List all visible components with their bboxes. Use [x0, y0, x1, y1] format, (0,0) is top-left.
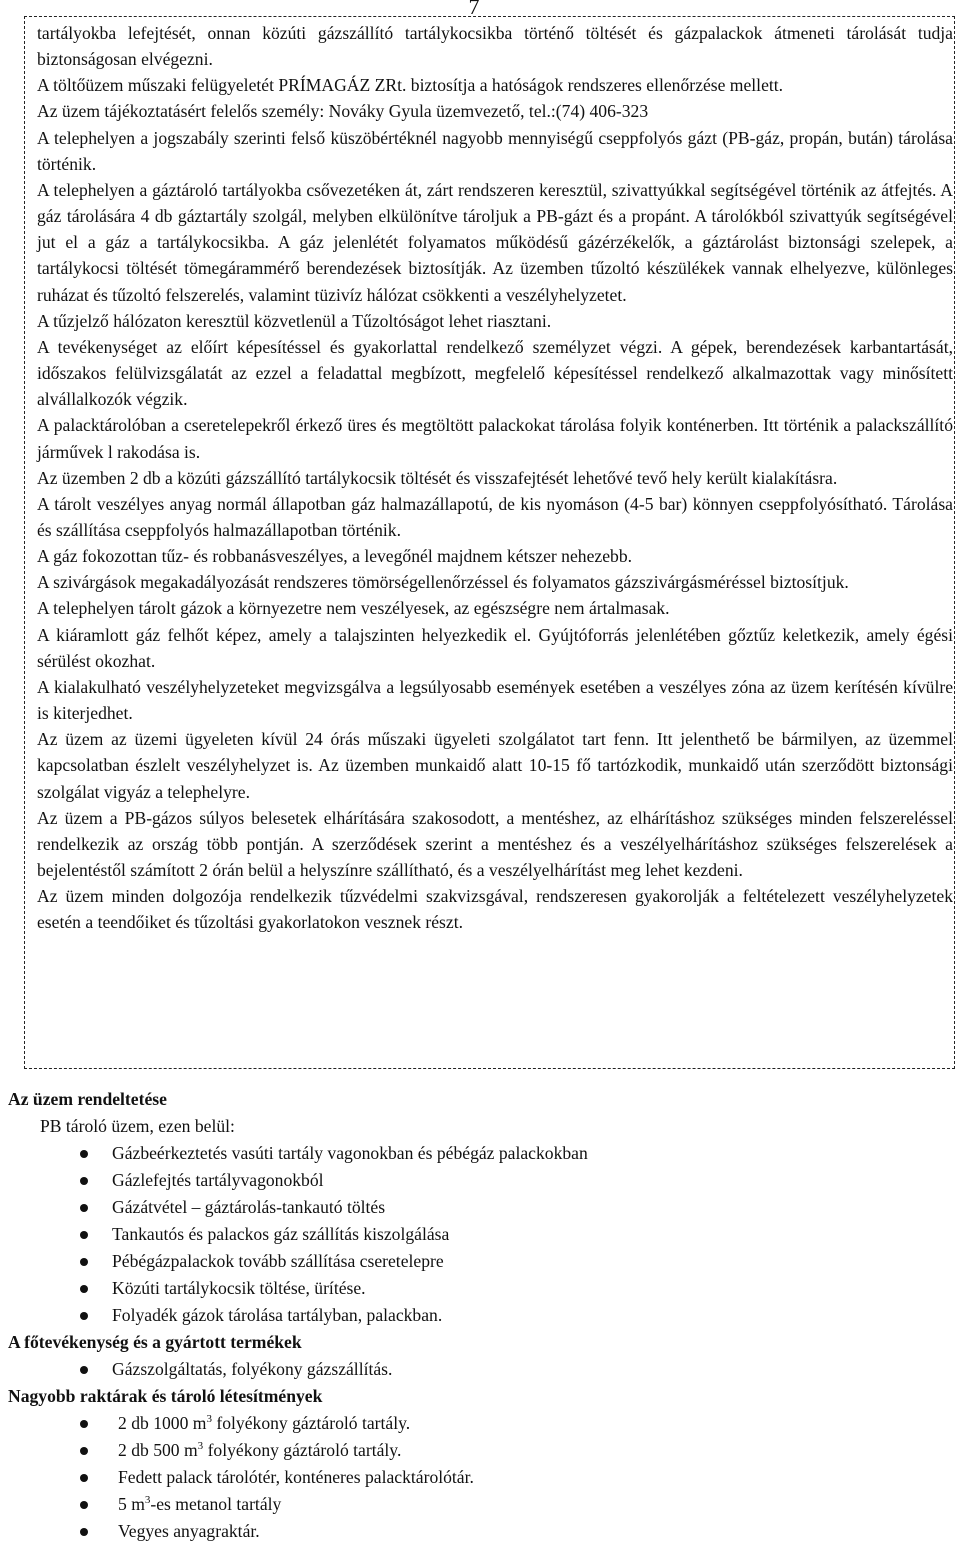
bullet-icon	[80, 1231, 88, 1239]
box-paragraph: tartályokba lefejtését, onnan közúti gázszállító tartálykocsikba történő töltését és gázpalackok átmeneti tárolását tudja biztonságosan elvégezni.	[37, 23, 953, 70]
list-item: Gázlefejtés tartályvagonokból	[0, 1167, 960, 1194]
list-item: 2 db 1000 $m^3$ folyékony gáztároló tartály.	[0, 1410, 960, 1437]
list-item: Fedett palack tárolótér, konténeres palacktárolótár.	[0, 1464, 960, 1491]
bullet-icon	[80, 1312, 88, 1320]
box-paragraph: Az üzemben 2 db a közúti gázszállító tartálykocsik töltését és visszafejtését lehetővé tevő hely került kialakításra.	[37, 467, 838, 488]
box-paragraph: Az üzem tájékoztatásért felelős személy: Nováky Gyula üzemvezető, tel.:(74) 406-323	[37, 101, 649, 122]
main-activity-list	[0, 1356, 960, 1383]
bullet-icon	[80, 1528, 88, 1536]
bullet-icon	[80, 1447, 88, 1455]
list-item: Tankautós és palackos gáz szállítás kiszolgálása	[0, 1221, 960, 1248]
page-number: 7	[468, 0, 480, 19]
info-box-text	[37, 20, 953, 935]
list-item: Gázszolgáltatás, folyékony gázszállítás.	[0, 1356, 960, 1383]
box-paragraph: A kialakulható veszélyhelyzeteket megvizsgálva a legsúlyosabb események esetében a veszélyes zóna az üzem kerítésén kívülre is kiterjedhet.	[37, 676, 953, 724]
box-paragraph: Az üzem az üzemi ügyeleten kívül 24 órás műszaki ügyeleti szolgálatot tart fenn. Itt jelenthető be bármilyen, az üzemmel kapcsolatban észlelt veszélyhelyzet is. Az üzemben munkaidő alatt 10-15 fő tartózkodik, munkaidő után szerződött biztonsági szolgálat vigyáz a telephelyre.	[37, 729, 953, 802]
bullet-icon	[80, 1177, 88, 1185]
box-paragraph: A töltőüzem műszaki felügyeletét PRÍMAGÁZ ZRt. biztosítja a hatóságok rendszeres ellenőrzése mellett.	[37, 75, 784, 96]
list-item: Gázbeérkeztetés vasúti tartály vagonokban és pébégáz palackokban	[0, 1140, 960, 1167]
list-item: Vegyes anyagraktár.	[0, 1518, 960, 1545]
box-paragraph: A tevékenységet az előírt képesítéssel és gyakorlattal rendelkező személyzet végzi. A gépek, berendezések karbantartását, időszakos felülvizsgálatát az ezzel a feladattal megbízott, megfelelő képesítéssel rendelkező alkalmazottak vagy minősített alvállalkozók végzik.	[37, 336, 953, 410]
bullet-icon	[80, 1204, 88, 1212]
storage-list	[0, 1410, 960, 1545]
purpose-list	[0, 1140, 960, 1329]
box-paragraph: A tűzjelző hálózaton keresztül közvetlenül a Tűzoltóságot lehet riasztani.	[37, 310, 552, 331]
main-activity-heading: A főtevékenység és a gyártott termékek	[8, 1332, 302, 1352]
bullet-icon	[80, 1501, 88, 1509]
storage-heading: Nagyobb raktárak és tároló létesítmények	[8, 1386, 323, 1406]
box-paragraph: A gáz fokozottan tűz- és robbanásveszélyes, a levegőnél majdnem kétszer nehezebb.	[37, 546, 633, 567]
bullet-icon	[80, 1366, 88, 1374]
purpose-intro: PB tároló üzem, ezen belül:	[40, 1116, 235, 1136]
list-item: Pébégázpalackok tovább szállítása cseretelepre	[0, 1248, 960, 1275]
box-paragraph: A szivárgások megakadályozását rendszeres tömörségellenőrzéssel és folyamatos gázszivárgásméréssel biztosítjuk.	[37, 572, 849, 593]
box-paragraph: A tárolt veszélyes anyag normál állapotban gáz halmazállapotú, de kis nyomáson (4-5 bar) könnyen cseppfolyósítható. Tárolása és szállítása cseppfolyós halmazállapotban történik.	[37, 493, 953, 540]
box-paragraph: A telephelyen a jogszabály szerinti felső küszöbértéknél nagyobb mennyiségű cseppfolyós gázt (PB-gáz, propán, bután) tárolása történik.	[37, 127, 953, 174]
list-item: 5 $m^3-es$ metanol tartály	[0, 1491, 960, 1518]
bullet-icon	[80, 1150, 88, 1158]
box-paragraph: Az üzem a PB-gázos súlyos belesetek elhárítására szakosodott, a mentéshez, az elhárításhoz szükséges minden felszereléssel rendelkezik az ország több pontján. A szerződések szerint a mentéshez és a veszélyelhárításhoz szükséges felszerelések a bejelentéstől számított 2 órán belül a helyszínre szállítható, és a veszélyelhárítást meg lehet kezdeni.	[37, 807, 953, 880]
box-paragraph: A palacktárolóban a cseretelepekről érkező üres és megtöltött palackokat tárolása folyik konténerben. Itt történik a palackszállító járművek l rakodása is.	[37, 415, 953, 462]
list-item: Folyadék gázok tárolása tartályban, palackban.	[0, 1302, 960, 1329]
list-item: Gázátvétel – gáztárolás-tankautó töltés	[0, 1194, 960, 1221]
box-paragraph: A kiáramlott gáz felhőt képez, amely a talajszinten helyezkedik el. Gyújtóforrás jelenlétében gőztűz keletkezik, amely égési sérülést okozhat.	[37, 624, 953, 671]
list-item: Közúti tartálykocsik töltése, ürítése.	[0, 1275, 960, 1302]
purpose-heading: Az üzem rendeltetése	[8, 1089, 167, 1109]
list-item: 2 db 500 $m^3$ folyékony gáztároló tartály.	[0, 1437, 960, 1464]
purpose-section	[0, 1086, 960, 1545]
box-paragraph: A telephelyen a gáztároló tartályokba csővezetéken át, zárt rendszeren keresztül, szivattyúkkal segítségével történik az átfejtés. A gáz tárolására 4 db gáztartály szolgál, melyben elkülönítve tároljuk a PB-gázt és a propánt. A tárolókból szivattyúk segítségével jut el a gáz a tartálykocsikba. A gáz jelenlétét folyamatos működésű gázérzékelők, a gáztárolást biztonsági szelepek, a tartálykocsi töltését tömegárammérő berendezések biztosítják. Az üzemben tűzoltó készülékek vannak elhelyezve, különleges ruházat és tűzoltó felszerelés, valamint tüzivíz hálózat csökkenti a veszélyhelyzetet.	[37, 179, 953, 305]
bullet-icon	[80, 1285, 88, 1293]
bullet-icon	[80, 1420, 88, 1428]
bullet-icon	[80, 1258, 88, 1266]
box-paragraph: Az üzem minden dolgozója rendelkezik tűzvédelmi szakvizsgával, rendszeresen gyakorolják a feltételezett veszélyhelyzetek esetén a teendőiket és tűzoltási gyakorlatokon vesznek részt.	[37, 886, 953, 933]
box-paragraph: A telephelyen tárolt gázok a környezetre nem veszélyesek, az egészségre nem ártalmasak.	[37, 598, 670, 619]
bullet-icon	[80, 1474, 88, 1482]
